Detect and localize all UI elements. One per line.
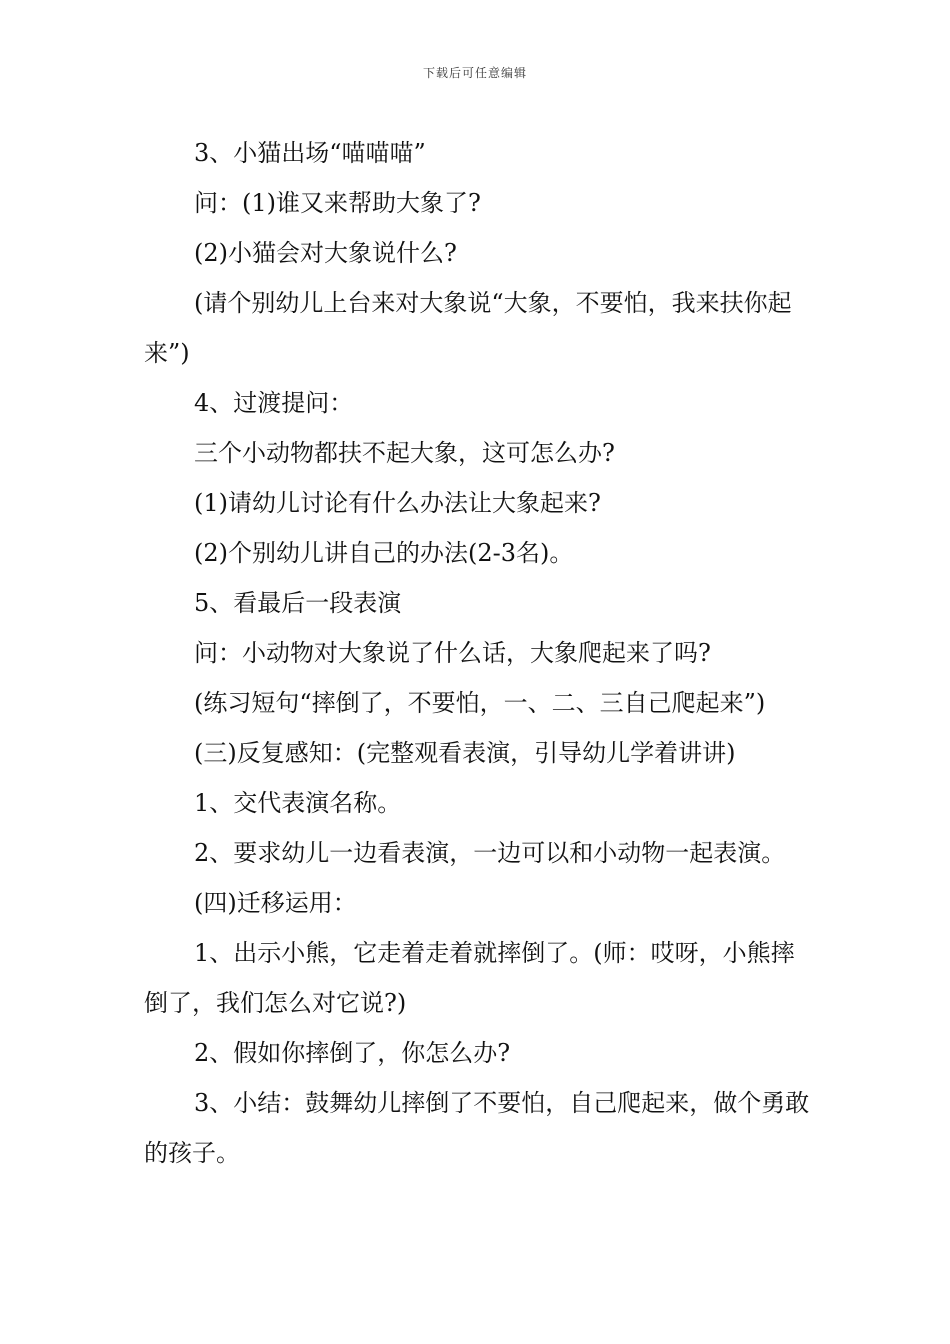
paragraph: 2、要求幼儿一边看表演，一边可以和小动物一起表演。 <box>194 839 786 867</box>
paragraph: 1、交代表演名称。 <box>194 789 402 817</box>
paragraph: 3、小猫出场“喵喵喵” <box>194 139 426 167</box>
paragraph: (2)小猫会对大象说什么? <box>194 239 457 267</box>
paragraph: (练习短句“摔倒了，不要怕，一、二、三自己爬起来”) <box>194 689 766 717</box>
paragraph: (请个别幼儿上台来对大象说“大象，不要怕，我来扶你起来”) <box>144 289 792 367</box>
paragraph: 三个小动物都扶不起大象，这可怎么办? <box>194 439 615 467</box>
document-body <box>144 128 812 1178</box>
paragraph: 问：(1)谁又来帮助大象了? <box>194 189 481 217</box>
paragraph: (2)个别幼儿讲自己的办法(2-3名)。 <box>194 539 574 567</box>
paragraph: (1)请幼儿讨论有什么办法让大象起来? <box>194 489 601 517</box>
paragraph: (三)反复感知：(完整观看表演，引导幼儿学着讲讲) <box>194 739 736 767</box>
paragraph: 问：小动物对大象说了什么话，大象爬起来了吗? <box>194 639 711 667</box>
paragraph: 5、看最后一段表演 <box>194 589 402 617</box>
paragraph: 2、假如你摔倒了，你怎么办? <box>194 1039 511 1067</box>
paragraph: 3、小结：鼓舞幼儿摔倒了不要怕，自己爬起来，做个勇敢的孩子。 <box>144 1089 810 1167</box>
paragraph: 1、出示小熊，它走着走着就摔倒了。(师：哎呀，小熊摔倒了，我们怎么对它说?) <box>144 939 795 1017</box>
page-header: 下载后可任意编辑 <box>422 66 527 80</box>
paragraph: (四)迁移运用： <box>194 889 357 917</box>
paragraph: 4、过渡提问： <box>194 389 354 417</box>
